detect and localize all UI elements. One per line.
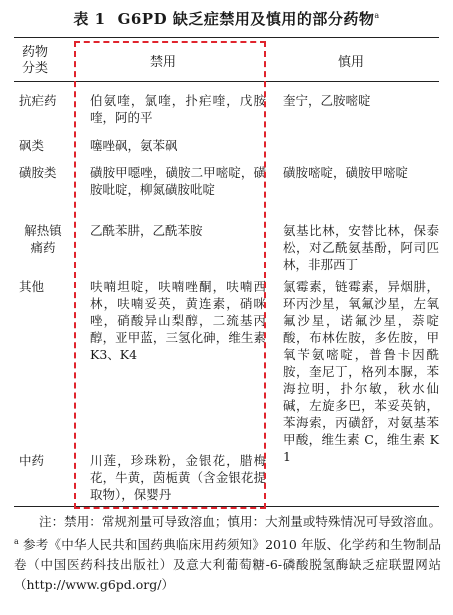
footnote-line2: 参考《中华人民共和国药典临床用药须知》2010 年版、化学药和生物制品卷（中国医药科技出版社）及意大利葡萄糖-6-磷酸脱氢酶缺乏症联盟网站（http://www.g6pd.org/） <box>14 537 441 593</box>
row-sulfonamide-forbidden: 磺胺甲噁唑，磺胺二甲嘧啶，磺胺吡啶，柳氮磺胺吡啶 <box>90 165 266 197</box>
row-antimalarial-forbidden: 伯氨喹，氯喹，扑疟喹，戊胺喹，阿的平 <box>90 93 266 125</box>
footnote-marker: a <box>14 537 19 546</box>
header-caution: 慎用 <box>338 55 365 70</box>
row-analgesic-category: 解热镇痛药 <box>24 223 62 255</box>
table-title-marker: a <box>374 11 380 20</box>
table-top-rule <box>14 37 439 38</box>
row-other-forbidden: 呋喃坦啶，呋喃唑酮，呋喃西林，呋喃妥英，黄连素，硝咪唑，硝酸异山梨醇，二巯基丙醇，亚甲蓝，三氢化砷，维生素 K3、K4 <box>90 279 266 362</box>
header-category-line2: 分类 <box>22 61 49 76</box>
row-sulfonamide-category: 磺胺类 <box>19 165 57 180</box>
row-tcm-forbidden: 川莲，珍珠粉，金银花，腊梅花，牛黄，茵栀黄（含金银花提取物），保婴丹 <box>90 453 266 502</box>
table-title <box>0 8 453 29</box>
row-analgesic-forbidden: 乙酰苯肼，乙酰苯胺 <box>90 223 203 238</box>
row-other-caution: 氯霉素，链霉素，异烟肼，环丙沙星，氧氟沙星，左氧氟沙星，诺氟沙星，萘啶酸，布林佐胺，多佐胺，甲氧苄氨嘧啶，普鲁卡因酰胺，奎尼丁，格列本脲，苯海拉明，扑尔敏，秋水仙碱，左旋多巴，苯妥英钠，苯海索，丙磺舒，对氨基苯甲酸，维生素 C，维生素 K1 <box>283 279 439 464</box>
footnote-line1: 注：禁用：常规剂量可导致溶血；慎用：大剂量或特殊情况可导致溶血。 <box>39 514 441 529</box>
header-category-line1: 药物 <box>22 45 49 60</box>
table-title-text: G6PD 缺乏症禁用及慎用的部分药物 <box>117 10 375 28</box>
row-antimalarial-caution: 奎宁，乙胺嘧啶 <box>283 93 371 108</box>
table-footnote <box>14 512 441 595</box>
header-forbidden: 禁用 <box>150 55 177 70</box>
forbidden-column-highlight <box>74 41 266 509</box>
row-sulfone-forbidden: 噻唑砜，氨苯砜 <box>90 138 178 153</box>
row-sulfone-category: 砜类 <box>19 138 45 153</box>
row-antimalarial-category: 抗疟药 <box>19 93 57 108</box>
table-number: 表 1 <box>73 10 106 28</box>
row-sulfonamide-caution: 磺胺嘧啶，磺胺甲嘧啶 <box>283 165 409 180</box>
row-analgesic-caution: 氨基比林，安替比林，保泰松，对乙酰氨基酚，阿司匹林，非那西丁 <box>283 223 439 272</box>
row-tcm-category: 中药 <box>19 453 45 468</box>
header-category <box>22 45 48 77</box>
row-other-category: 其他 <box>19 279 45 294</box>
